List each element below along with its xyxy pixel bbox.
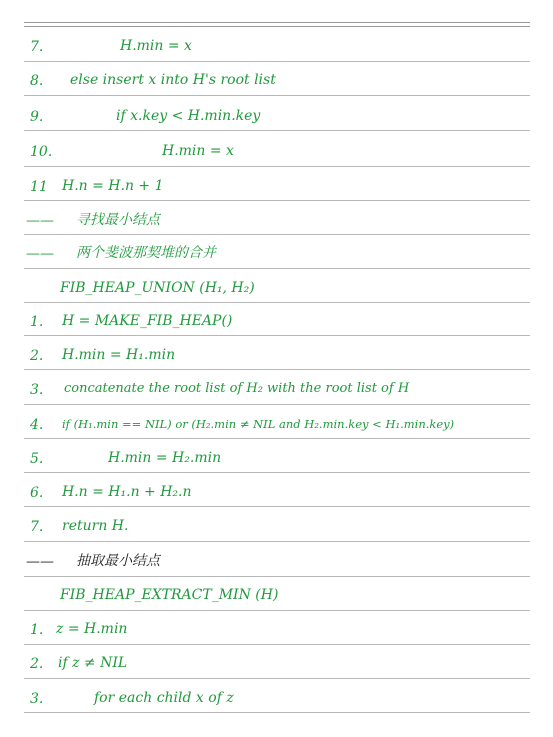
ruled-line (24, 335, 530, 336)
ruled-line (24, 234, 530, 235)
line-number: 4. (30, 417, 44, 433)
ruled-line (24, 472, 530, 473)
line-number: 5. (30, 451, 44, 467)
ruled-line (24, 130, 530, 131)
line-text: H.n = H₁.n + H₂.n (62, 484, 192, 500)
line-text: if z ≠ NIL (58, 655, 128, 671)
line-text: H.min = x (120, 38, 192, 54)
line-number: 3. (30, 691, 44, 707)
ruled-line (24, 268, 530, 269)
line-number: 7. (30, 39, 44, 55)
line-number: 1. (30, 314, 44, 330)
top-border-line (24, 22, 530, 23)
line-text: H.min = x (162, 143, 234, 159)
ruled-line (24, 712, 530, 713)
section-heading: 寻找最小结点 (76, 212, 160, 228)
line-text: return H. (62, 518, 129, 534)
line-number: 1. (30, 622, 44, 638)
ruled-line (24, 644, 530, 645)
line-text: if x.key < H.min.key (116, 108, 261, 124)
line-text: for each child x of z (94, 690, 234, 706)
ruled-line (24, 61, 530, 62)
line-number: 8. (30, 73, 44, 89)
section-heading: 两个斐波那契堆的合并 (76, 245, 216, 261)
section-dash: —— (26, 246, 54, 262)
line-number: 2. (30, 348, 44, 364)
line-text: if (H₁.min == NIL) or (H₂.min ≠ NIL and H₂.min.key < H₁.min.key) (62, 417, 455, 431)
line-text: z = H.min (56, 621, 128, 637)
ruled-line (24, 576, 530, 577)
ruled-line (24, 369, 530, 370)
line-number: 6. (30, 485, 44, 501)
line-number: 10. (30, 144, 53, 160)
ruled-line (24, 506, 530, 507)
line-number: 2. (30, 656, 44, 672)
ruled-line (24, 200, 530, 201)
procedure-header: FIB_HEAP_UNION (H₁, H₂) (60, 280, 255, 296)
line-number: 11 (30, 179, 48, 195)
ruled-line (24, 678, 530, 679)
ruled-line (24, 438, 530, 439)
line-number: 3. (30, 382, 44, 398)
top-border-line-2 (24, 26, 530, 27)
line-number: 9. (30, 109, 44, 125)
line-text: concatenate the root list of H₂ with the root list of H (64, 381, 410, 396)
ruled-line (24, 166, 530, 167)
line-text: else insert x into H's root list (70, 72, 276, 88)
ruled-line (24, 541, 530, 542)
ruled-line (24, 302, 530, 303)
ruled-line (24, 404, 530, 405)
section-heading: 抽取最小结点 (76, 553, 160, 569)
line-text: H.min = H₁.min (62, 347, 176, 363)
section-dash: —— (26, 213, 54, 229)
line-text: H.n = H.n + 1 (62, 178, 164, 194)
line-text: H = MAKE_FIB_HEAP() (62, 313, 233, 329)
ruled-line (24, 610, 530, 611)
procedure-header: FIB_HEAP_EXTRACT_MIN (H) (60, 587, 279, 603)
line-text: H.min = H₂.min (108, 450, 222, 466)
section-dash: —— (26, 554, 54, 570)
ruled-line (24, 95, 530, 96)
line-number: 7. (30, 519, 44, 535)
